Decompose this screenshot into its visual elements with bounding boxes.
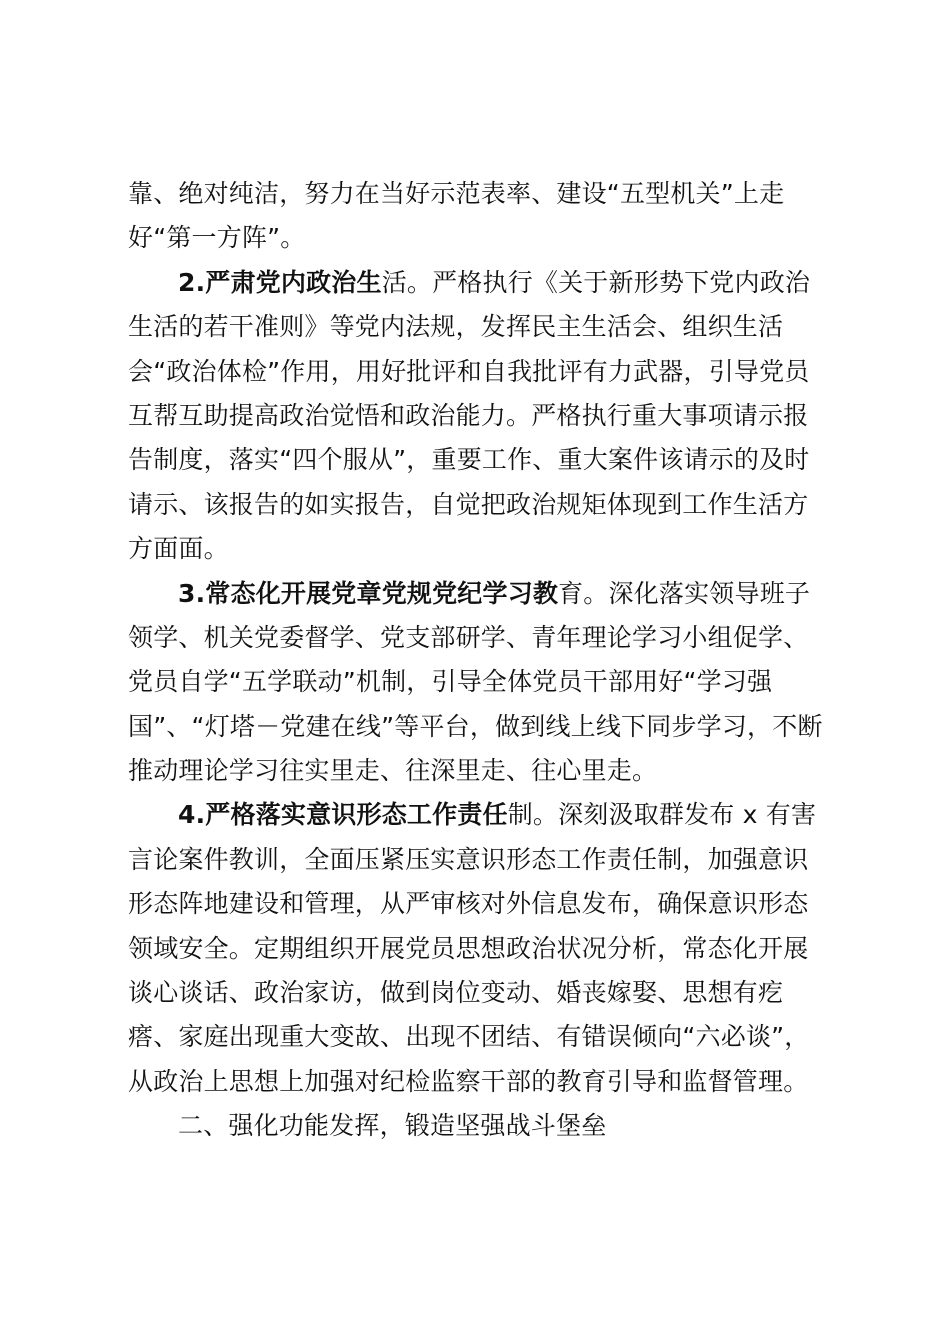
text-line: [128, 1015, 828, 1059]
paragraph-3-first-line: [128, 572, 828, 616]
paragraph-4-first-line: [128, 793, 828, 837]
paragraph-heading: 4.严格落实意识形态工作责任: [178, 800, 508, 830]
text-line: [128, 705, 828, 749]
line-text: 国”、“灯塔－党建在线”等平台，做到线上线下同步学习，不断: [128, 711, 823, 741]
line-text: 瘩、家庭出现重大变故、出现不团结、有错误倾向“六必谈”，: [128, 1022, 810, 1052]
text-line: [128, 616, 828, 660]
text-line: [128, 749, 828, 793]
text-line: [128, 527, 828, 571]
line-text: 二、强化功能发挥，锻造坚强战斗堡垒: [178, 1111, 607, 1141]
text-line: [128, 216, 828, 260]
text-line: [128, 838, 828, 882]
line-text: 领学、机关党委督学、党支部研学、青年理论学习小组促学、: [128, 622, 809, 652]
line-text: 好“第一方阵”。: [128, 223, 306, 253]
line-text: 从政治上思想上加强对纪检监察干部的教育引导和监督管理。: [128, 1066, 809, 1096]
line-text: 方面面。: [128, 534, 229, 564]
text-line: [128, 660, 828, 704]
text-line: [128, 350, 828, 394]
line-text: 请示、该报告的如实报告，自觉把政治规矩体现到工作生活方: [128, 489, 809, 519]
line-text: 言论案件教训，全面压紧压实意识形态工作责任制，加强意识: [128, 844, 809, 874]
paragraph-heading: 2.严肃党内政治生: [178, 267, 382, 297]
text-line: [128, 927, 828, 971]
section-heading: [128, 1104, 828, 1148]
text-line: [128, 394, 828, 438]
paragraph-heading: 3.常态化开展党章党规党纪学习教: [178, 578, 559, 608]
text-line: [128, 483, 828, 527]
text-line: [128, 1060, 828, 1104]
text-line: [128, 172, 828, 216]
line-text: 育。深化落实领导班子: [558, 578, 811, 608]
document-body: [128, 172, 828, 1149]
line-text: 领域安全。定期组织开展党员思想政治状况分析，常态化开展: [128, 933, 809, 963]
line-text: 谈心谈话、政治家访，做到岗位变动、婚丧嫁娶、思想有疙: [128, 978, 784, 1008]
line-text: 生活的若干准则》等党内法规，发挥民主生活会、组织生活: [128, 312, 784, 342]
text-line: [128, 438, 828, 482]
line-text: 党员自学“五学联动”机制，引导全体党员干部用好“学习强: [128, 667, 773, 697]
paragraph-2-first-line: [128, 261, 828, 305]
line-text: 互帮互助提高政治觉悟和政治能力。严格执行重大事项请示报: [128, 400, 809, 430]
text-line: [128, 305, 828, 349]
line-text: 推动理论学习往实里走、往深里走、往心里走。: [128, 756, 658, 786]
line-text: 制。深刻汲取群发布 x 有害: [507, 800, 817, 830]
line-text: 形态阵地建设和管理，从严审核对外信息发布，确保意识形态: [128, 889, 809, 919]
line-text: 会“政治体检”作用，用好批评和自我批评有力武器，引导党员: [128, 356, 810, 386]
text-line: [128, 971, 828, 1015]
line-text: 活。严格执行《关于新形势下党内政治: [381, 267, 811, 297]
text-line: [128, 882, 828, 926]
line-text: 靠、绝对纯洁，努力在当好示范表率、建设“五型机关”上走: [128, 179, 785, 208]
line-text: 告制度，落实“四个服从”，重要工作、重大案件该请示的及时: [128, 445, 810, 475]
